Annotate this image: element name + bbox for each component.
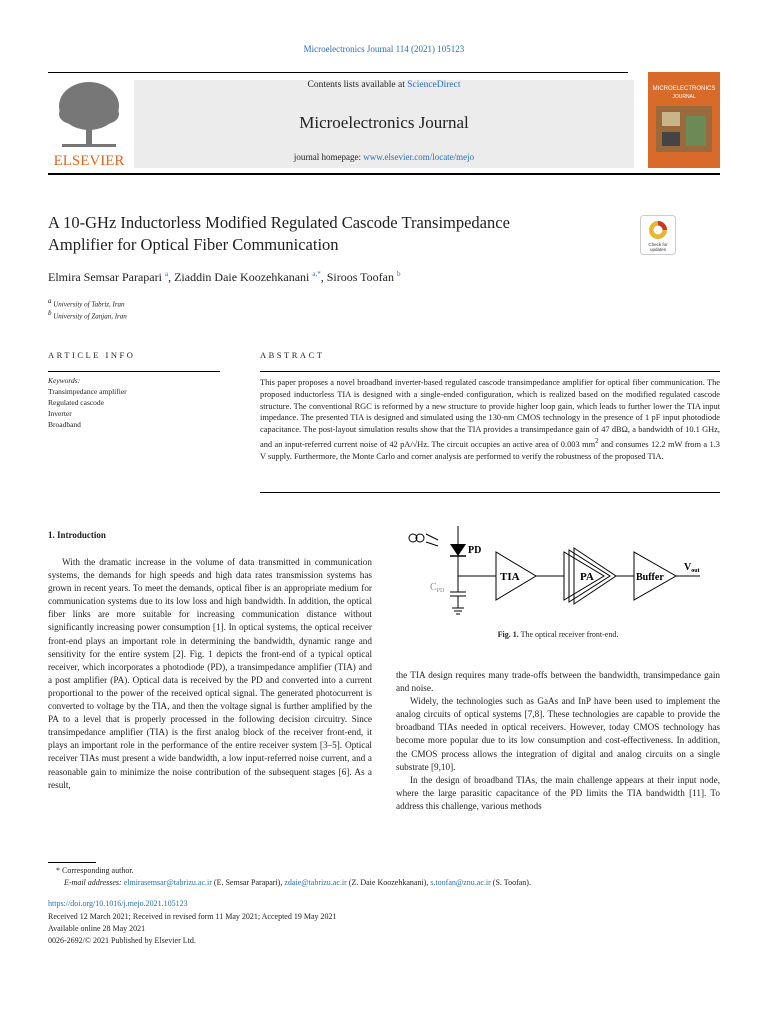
figure-caption: Fig. 1. The optical receiver front-end. [497, 630, 619, 639]
author-name: Siroos Toofan [326, 270, 394, 284]
affiliation: $^a$ University of Tabriz, Iran [48, 297, 125, 309]
elsevier-logo[interactable] [48, 78, 130, 168]
cpd-label: $C_{PD}$ [430, 582, 445, 594]
publisher-name: ELSEVIER [53, 153, 125, 168]
divider [260, 371, 720, 372]
section-heading: 1. Introduction [48, 530, 106, 540]
keyword: Inverter [48, 409, 72, 418]
vout-label: $V_{out}$ [684, 562, 700, 574]
author-affil-link[interactable]: b [397, 270, 401, 278]
corresponding-author-note: * Corresponding author. [56, 866, 134, 875]
cover-subtext: JOURNAL [672, 94, 696, 100]
journal-reference-link[interactable]: Microelectronics Journal 114 (2021) 105123 [303, 44, 465, 54]
keywords-label: Keywords: [48, 376, 81, 385]
buffer-label: Buffer [636, 572, 664, 583]
homepage-link[interactable]: www.elsevier.com/locate/mejo [363, 152, 475, 162]
body-text-column-2: the TIA design requires many trade-offs between the bandwidth, transimpedance gain and noise. Widely, the technologies such as GaAs and InP have been used to implement the analog circuits of optical systems [7,8]. These technologies are capable to provide the broadband TIAs needed in optical receivers. However, today CMOS technology has become more popular due to its low consumption and cost-effectiveness. In addition, the CMOS process allows the integration of digital and analog circuits on a single substrate [9,10]. In the design of broadband TIAs, the main challenge appears at their input node, where the large parasitic capacitance of the PD limits the TIA bandwidth [11]. To address this challenge, various methods [396, 670, 720, 811]
sciencedirect-link[interactable]: ScienceDirect [407, 80, 461, 90]
abstract-heading: ABSTRACT [260, 350, 325, 360]
keyword: Broadband [48, 420, 81, 429]
body-text-column-1: With the dramatic increase in the volume of data transmitted in communication systems, the demands for high speeds and high data rates transmission systems has grown in recent years. To meet the demands, optical fiber is an appropriate medium for communication systems due to its low loss and high bandwidth. In addition, the optical fiber links are more suitable for increasing communication distance without significantly increasing power consumption [1]. In optical systems, the optical receiver front-end plays an important role in determining the bandwidth, dynamic range and sensitivity for the entire system [2]. Fig. 1 depicts the front-end of a typical optical receiver, which incorporates a photodiode (PD), a transimpedance amplifier (TIA) and a post amplifier (PA). Optical data is received by the PD and converted into a current proportional to the power of the received optical signal. The generated photocurrent is converted to voltage by the TIA, and then the voltage signal is further amplified by the PA to a level that is properly processed in the following decision circuitry. Since transimpedance amplifier (TIA) is the first analog block of the receiver front-end, it plays an important role in the performance of the entire receiver system [3–5]. Optical receiver TIAs must present a wide bandwidth, a low input-referred noise current, and a reasonable gain to minimize the noise contribution of the subsequent stages [6]. As a result, [48, 557, 372, 790]
pd-label: PD [468, 545, 482, 556]
keyword: Regulated cascode [48, 398, 105, 407]
divider [260, 492, 720, 493]
email-link[interactable]: s.toofan@znu.ac.ir [430, 878, 491, 887]
author-list: Elmira Semsar Parapari $^a$, Ziaddin Daie Koozehkanani $^{a,*}$, Siroos Toofan $^b$ [48, 270, 401, 284]
svg-text:updates: updates [649, 247, 667, 252]
top-rule [48, 72, 628, 73]
figure-1-diagram [404, 520, 716, 620]
journal-cover-image[interactable] [648, 72, 720, 168]
check-for-updates-badge[interactable] [640, 215, 676, 255]
article-info-heading: ARTICLE INFO [48, 350, 136, 360]
article-title: A 10-GHz Inductorless Modified Regulated Cascode Transimpedance Amplifier for Optical Fiber Communication [48, 213, 510, 254]
header-rule [48, 173, 720, 175]
cover-text: MICROELECTRONICS [652, 86, 716, 92]
contents-line: Contents lists available at ScienceDirect [307, 80, 461, 90]
email-link[interactable]: zdaie@tabrizu.ac.ir [284, 878, 347, 887]
journal-homepage: journal homepage: www.elsevier.com/locate/mejo [293, 152, 475, 162]
journal-title: Microelectronics Journal [299, 113, 469, 132]
copyright: 0026-2692/© 2021 Published by Elsevier Ltd. [48, 936, 196, 945]
available-online: Available online 28 May 2021 [48, 924, 146, 933]
email-addresses: E-mail addresses: elmirasemsar@tabrizu.ac.ir (E. Semsar Parapari), zdaie@tabrizu.ac.ir (Z. Daie Koozehkanani), s.toofan@znu.ac.ir (S. Toofan). [64, 878, 531, 887]
author-name: Elmira Semsar Parapari [48, 270, 162, 284]
email-link[interactable]: elmirasemsar@tabrizu.ac.ir [123, 878, 212, 887]
doi-link[interactable]: https://doi.org/10.1016/j.mejo.2021.105123 [48, 899, 188, 908]
author-affil-link[interactable]: a [164, 270, 169, 278]
footnote-rule [48, 862, 96, 863]
affiliation: $^b$ University of Zanjan, Iran [48, 309, 127, 321]
keyword: Transimpedance amplifier [48, 387, 127, 396]
author-affil-link[interactable]: a,* [312, 270, 321, 278]
divider [48, 371, 220, 372]
tia-label: TIA [500, 571, 520, 583]
author-name: Ziaddin Daie Koozehkanani [174, 270, 310, 284]
svg-text:Check for: Check for [648, 242, 668, 247]
abstract-text: This paper proposes a novel broadband inverter-based regulated cascode transimpedance amplifier for optical fiber communication. The proposed inductorless TIA is designed with a single-ended configuration, which is realized based on the modified regulated cascode structure. The conventional RGC is reformed by a new structure to provide higher loop gain, which leads to further lower the TIA input impedance. The presented TIA is designed and simulated using the 130-nm CMOS technology in the presence of 1 pF input photodiode capacitance. The post-layout simulation results show that the TIA provides a transimpedance gain of 47 dBΩ, a bandwidth of 10.1 GHz, and an input-referred current noise of 42 pA/√Hz. The circuit occupies an active area of 0.003 $mm^2$ and consumes 12.2 mW from a 1.3 V supply. Furthermore, the Monte Carlo and corner analysis are performed to verify the robustness of the proposed TIA. [260, 378, 720, 461]
pa-label: PA [580, 571, 594, 583]
received-dates: Received 12 March 2021; Received in revised form 11 May 2021; Accepted 19 May 2021 [48, 912, 337, 921]
